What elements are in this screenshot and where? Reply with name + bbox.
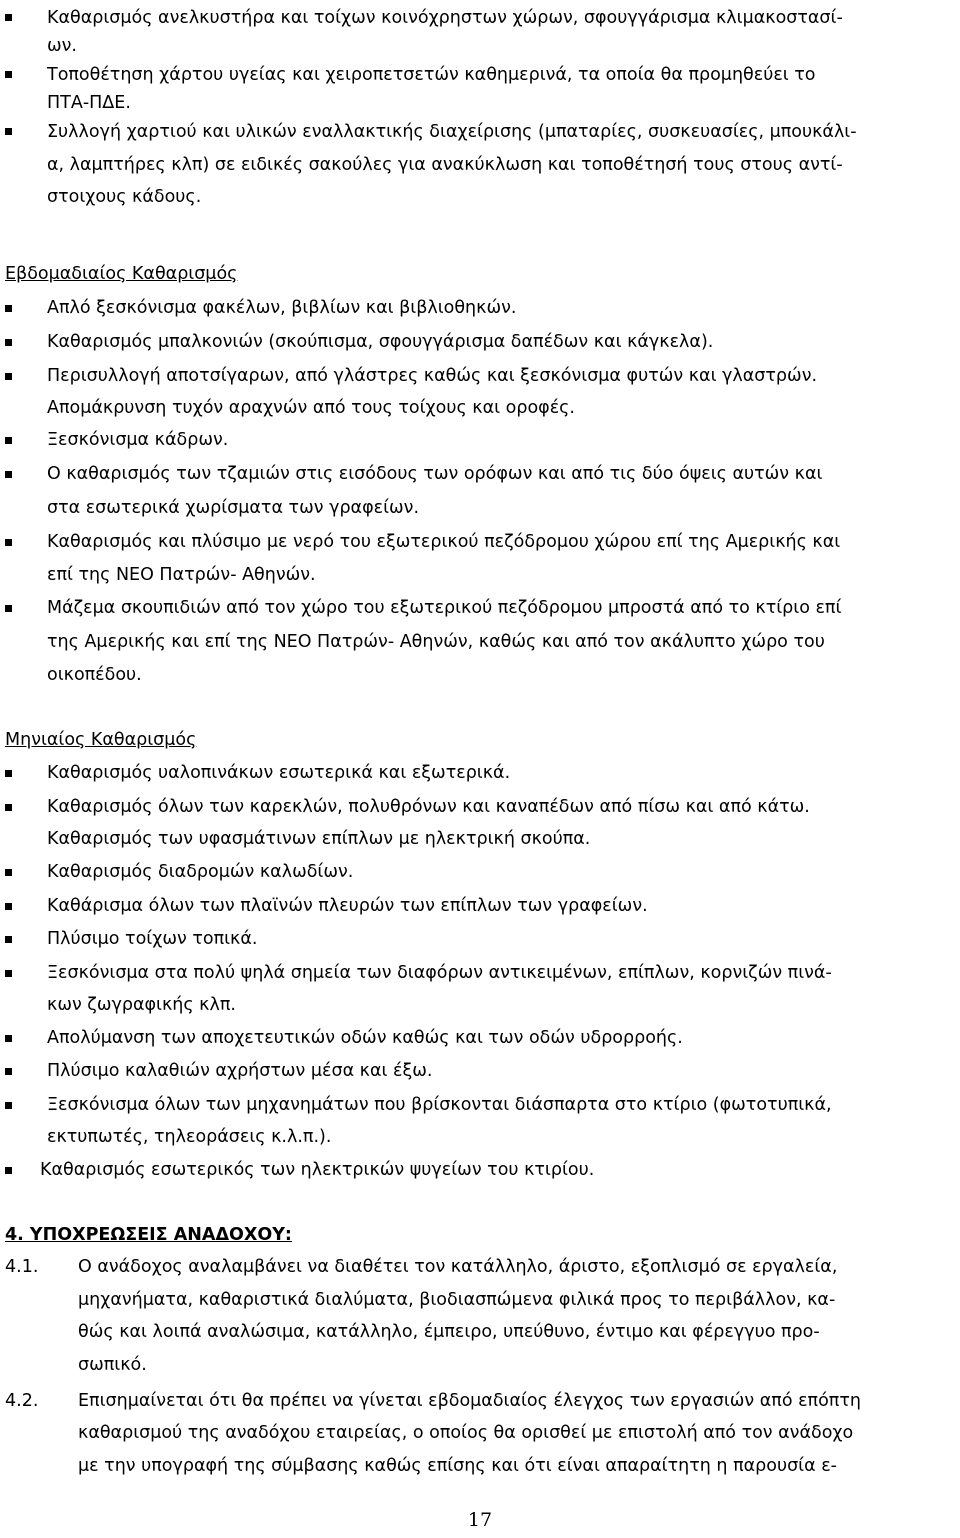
- bullet-icon: [5, 71, 12, 78]
- bullet-icon: [5, 869, 12, 876]
- bullet-icon: [5, 1068, 12, 1075]
- bullet-icon: [5, 471, 12, 478]
- item-line: Απλό ξεσκόνισμα φακέλων, βιβλίων και βιβλιοθηκών.: [47, 298, 517, 318]
- item-line: Καθαρισμός εσωτερικός των ηλεκτρικών ψυγείων του κτιρίου.: [40, 1160, 595, 1180]
- item-line: Ξεσκόνισμα όλων των μηχανημάτων που βρίσκονται διάσπαρτα στο κτίριο (φωτοτυπικά,: [47, 1095, 832, 1115]
- item-line: Καθαρισμός μπαλκονιών (σκούπισμα, σφουγγάρισμα δαπέδων και κάγκελα).: [47, 332, 714, 352]
- item-line: εκτυπωτές, τηλεοράσεις κ.λ.π.).: [47, 1127, 332, 1147]
- item-line: Μάζεμα σκουπιδιών από τον χώρο του εξωτερικού πεζόδρομου μπροστά από το κτίριο επί: [47, 598, 842, 618]
- bullet-icon: [5, 437, 12, 444]
- bullet-icon: [5, 14, 12, 21]
- item-line: Συλλογή χαρτιού και υλικών εναλλακτικής διαχείρισης (μπαταρίες, συσκευασίες, μπουκάλι-: [47, 122, 857, 142]
- item-line: Πλύσιμο τοίχων τοπικά.: [47, 929, 258, 949]
- clause-line: Ο ανάδοχος αναλαμβάνει να διαθέτει τον κατάλληλο, άριστο, εξοπλισμό σε εργαλεία,: [78, 1257, 838, 1277]
- item-line: α, λαμπτήρες κλπ) σε ειδικές σακούλες για ανακύκλωση και τοποθέτησή τους στους αντί-: [47, 155, 843, 175]
- item-line: Καθαρισμός διαδρομών καλωδίων.: [47, 862, 354, 882]
- clause-number: 4.1.: [5, 1257, 39, 1277]
- item-line: της Αμερικής και επί της ΝΕΟ Πατρών- Αθηνών, καθώς και από τον ακάλυπτο χώρο του: [47, 632, 825, 652]
- bullet-icon: [5, 539, 12, 546]
- item-line: ων.: [47, 36, 77, 56]
- item-line: στα εσωτερικά χωρίσματα των γραφείων.: [47, 498, 420, 518]
- item-line: Καθαρισμός όλων των καρεκλών, πολυθρόνων και καναπέδων από πίσω και από κάτω.: [47, 797, 810, 817]
- item-line: στοιχους κάδους.: [47, 187, 202, 207]
- clause-number: 4.2.: [5, 1391, 39, 1411]
- item-line: Ο καθαρισμός των τζαμιών στις εισόδους των ορόφων και από τις δύο όψεις αυτών και: [47, 464, 823, 484]
- bullet-icon: [5, 305, 12, 312]
- bullet-icon: [5, 903, 12, 910]
- item-line: ΠΤΑ-ΠΔΕ.: [47, 93, 131, 113]
- clause-line: θώς και λοιπά αναλώσιμα, κατάλληλο, έμπειρο, υπεύθυνο, έντιμο και φέρεγγυο προ-: [78, 1322, 820, 1342]
- clause-line: με την υπογραφή της σύμβασης καθώς επίσης και ότι είναι απαραίτητη η παρουσία ε-: [78, 1456, 837, 1476]
- item-line: Απομάκρυνση τυχόν αραχνών από τους τοίχους και οροφές.: [47, 398, 575, 418]
- bullet-icon: [5, 1035, 12, 1042]
- item-line: Περισυλλογή αποτσίγαρων, από γλάστρες καθώς και ξεσκόνισμα φυτών και γλαστρών.: [47, 366, 818, 386]
- item-line: Καθάρισμα όλων των πλαϊνών πλευρών των επίπλων των γραφείων.: [47, 896, 648, 916]
- item-line: Απολύμανση των αποχετευτικών οδών καθώς και των οδών υδρορροής.: [47, 1028, 683, 1048]
- monthly-heading: Μηνιαίος Καθαρισμός: [5, 730, 197, 750]
- item-line: Πλύσιμο καλαθιών αχρήστων μέσα και έξω.: [47, 1061, 433, 1081]
- item-line: Καθαρισμός των υφασμάτινων επίπλων με ηλεκτρική σκούπα.: [47, 829, 591, 849]
- item-line: οικοπέδου.: [47, 665, 142, 685]
- weekly-heading: Εβδομαδιαίος Καθαρισμός: [5, 264, 238, 284]
- item-line: επί της ΝΕΟ Πατρών- Αθηνών.: [47, 565, 316, 585]
- bullet-icon: [5, 970, 12, 977]
- bullet-icon: [5, 1167, 12, 1174]
- item-line: Καθαρισμός ανελκυστήρα και τοίχων κοινόχρηστων χώρων, σφουγγάρισμα κλιμακοστασί-: [47, 8, 843, 28]
- item-line: Τοποθέτηση χάρτου υγείας και χειροπετσετών καθημερινά, τα οποία θα προμηθεύει το: [47, 65, 816, 85]
- bullet-icon: [5, 770, 12, 777]
- clause-line: μηχανήματα, καθαριστικά διαλύματα, βιοδιασπώμενα φιλικά προς το περιβάλλον, κα-: [78, 1290, 836, 1310]
- page-number: 17: [467, 1509, 493, 1531]
- bullet-icon: [5, 936, 12, 943]
- item-line: Καθαρισμός και πλύσιμο με νερό του εξωτερικού πεζόδρομου χώρου επί της Αμερικής και: [47, 532, 841, 552]
- clause-line: σωπικό.: [78, 1355, 147, 1375]
- bullet-icon: [5, 804, 12, 811]
- bullet-icon: [5, 1102, 12, 1109]
- bullet-icon: [5, 373, 12, 380]
- clause-line: καθαρισμού της αναδόχου εταιρείας, ο οποίος θα ορισθεί με επιστολή από τον ανάδοχο: [78, 1423, 854, 1443]
- item-line: Ξεσκόνισμα στα πολύ ψηλά σημεία των διαφόρων αντικειμένων, επίπλων, κορνιζών πινά-: [47, 963, 832, 983]
- bullet-icon: [5, 605, 12, 612]
- item-line: Ξεσκόνισμα κάδρων.: [47, 430, 229, 450]
- clause-line: Επισημαίνεται ότι θα πρέπει να γίνεται εβδομαδιαίος έλεγχος των εργασιών από επόπτη: [78, 1391, 861, 1411]
- item-line: κων ζωγραφικής κλπ.: [47, 995, 236, 1015]
- bullet-icon: [5, 339, 12, 346]
- bullet-icon: [5, 128, 12, 135]
- section-title: 4. ΥΠΟΧΡΕΩΣΕΙΣ ΑΝΑΔΟΧΟΥ:: [5, 1225, 292, 1245]
- item-line: Καθαρισμός υαλοπινάκων εσωτερικά και εξωτερικά.: [47, 763, 511, 783]
